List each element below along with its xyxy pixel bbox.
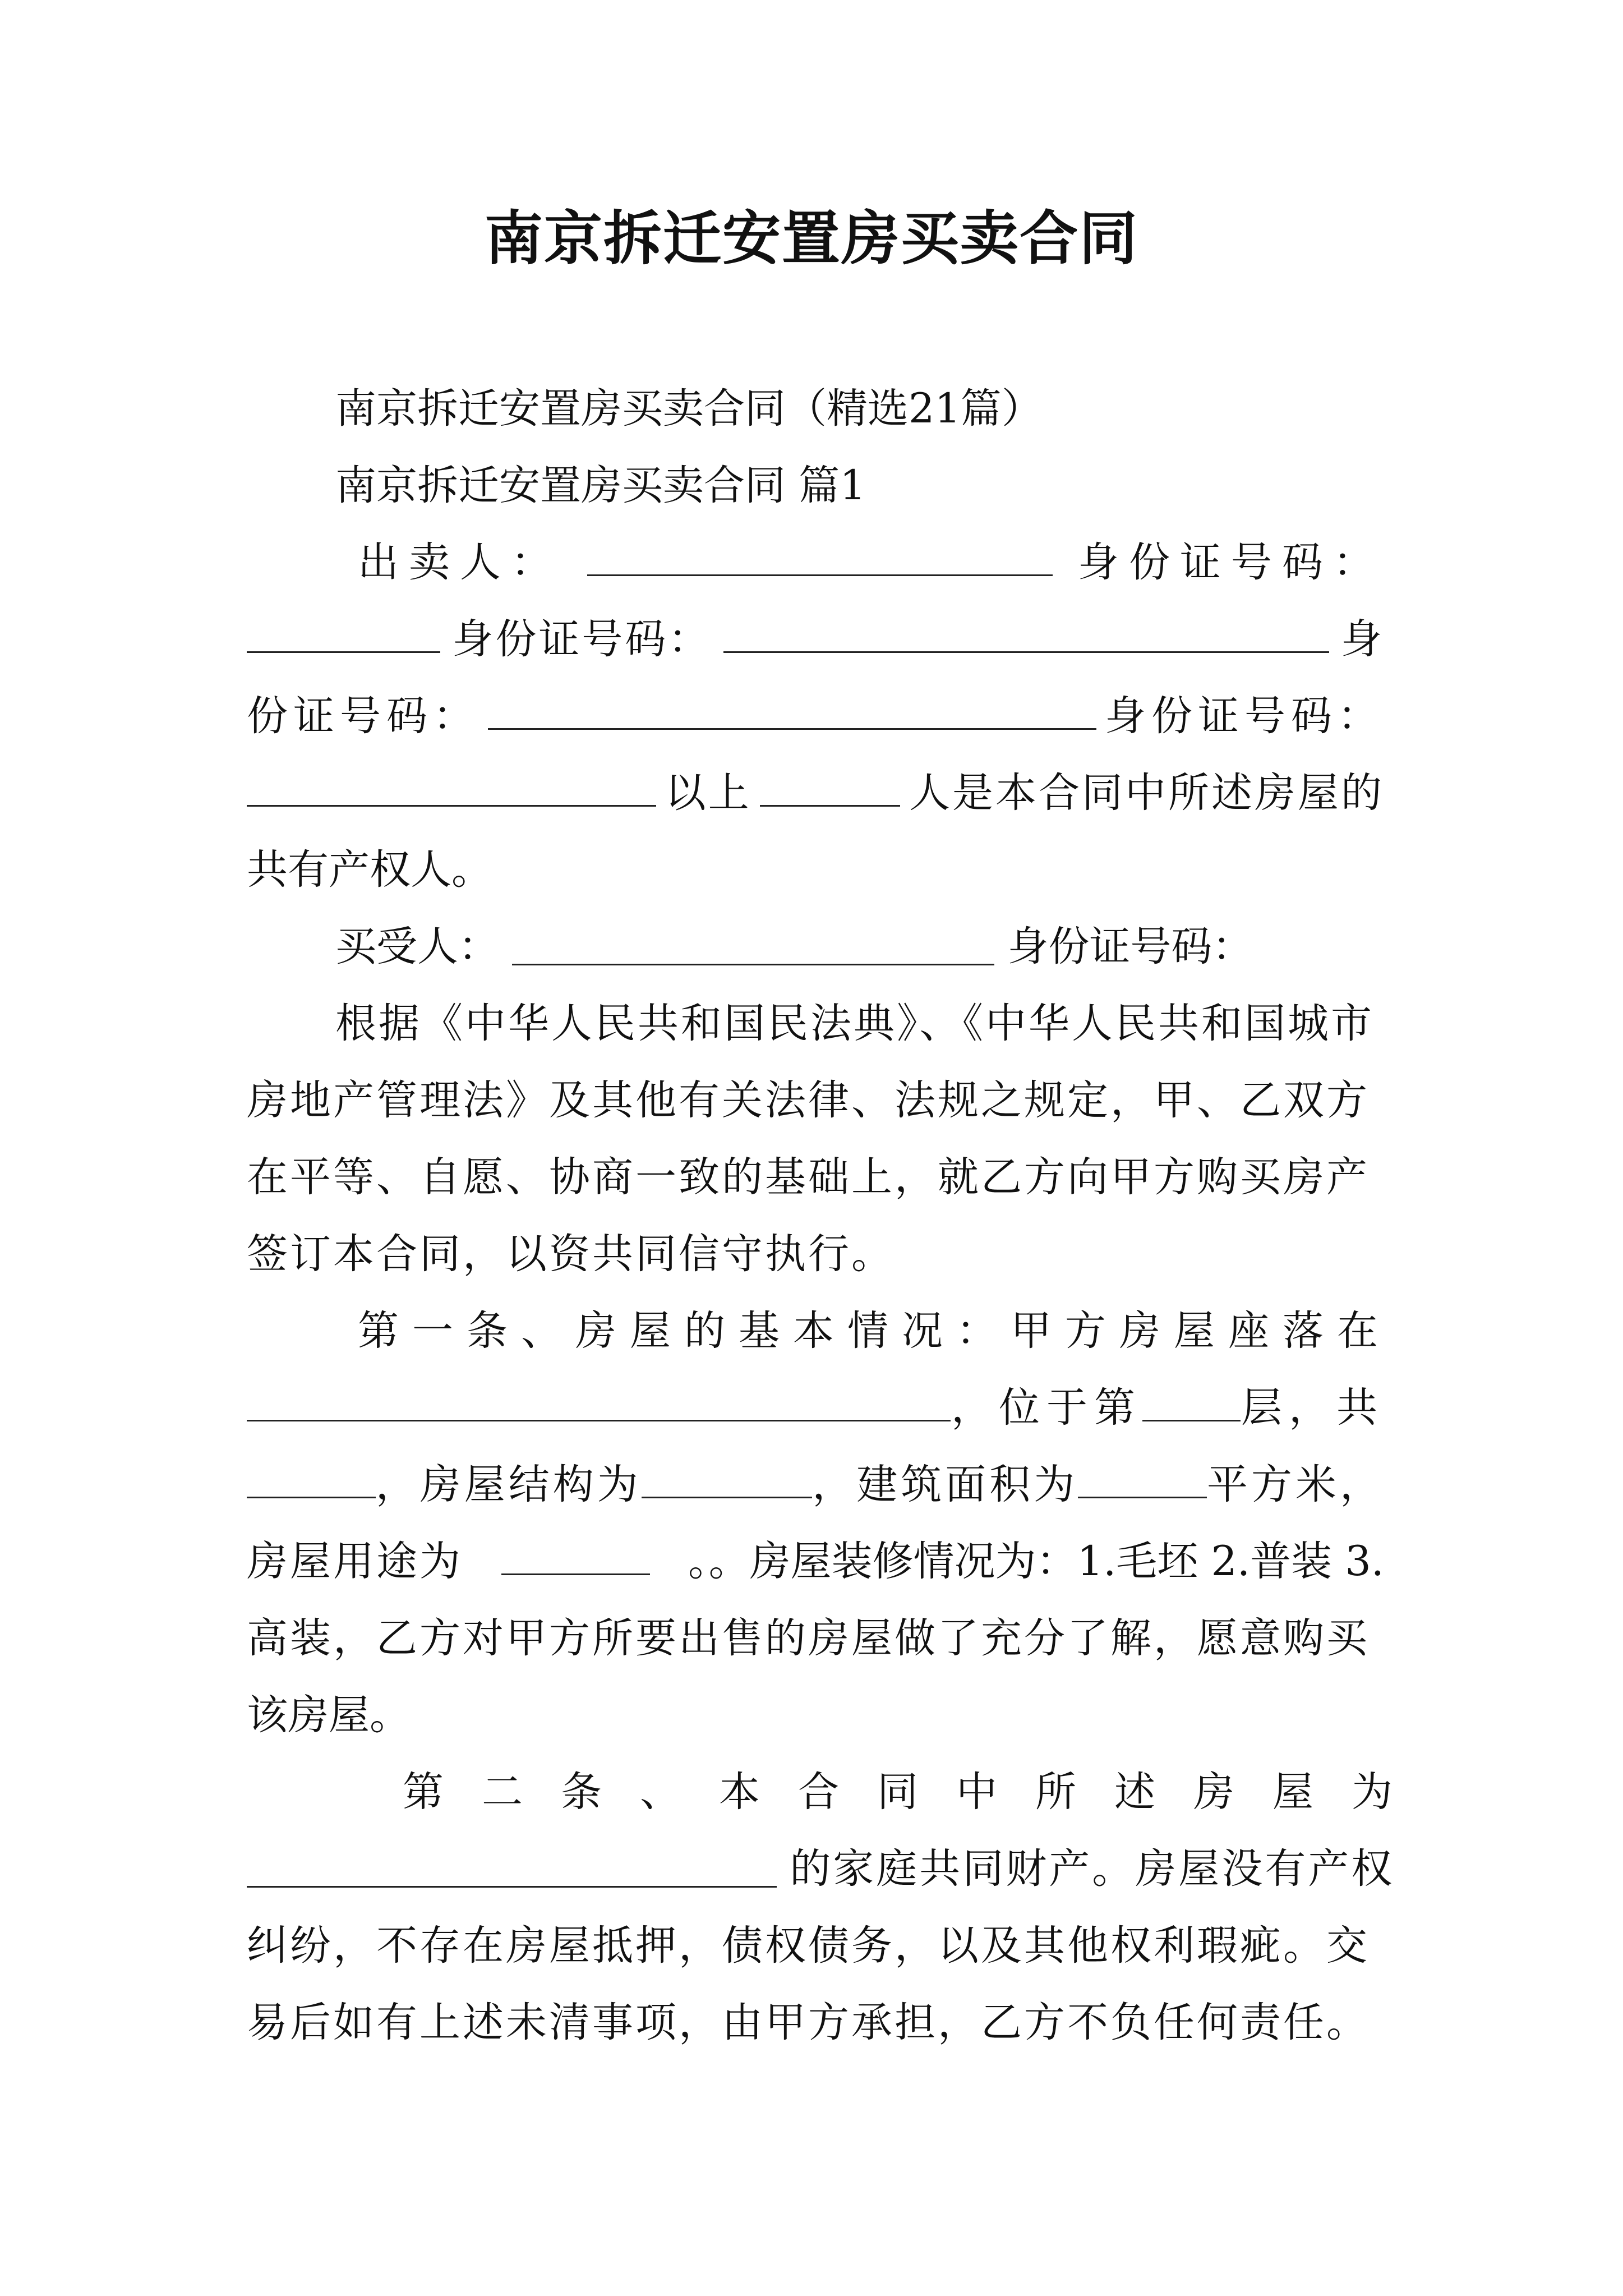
seller-label: 出卖人： (358, 539, 562, 586)
line-end-text: 身 (1340, 615, 1384, 663)
id-number-label: 身份证号码： (1078, 539, 1384, 586)
seller-line (247, 524, 1384, 601)
co-owner-text: 共有产权人。 (247, 846, 492, 894)
paragraph-line: 在平等、自愿、协商一致的基础上，就乙方向甲方购买房产 (247, 1153, 1370, 1201)
floor-blank[interactable] (1142, 1383, 1241, 1421)
article-two-heading: 第二条、本合同中所述房屋为 (403, 1768, 1431, 1816)
total-floors-blank[interactable] (247, 1460, 376, 1498)
paragraph-line: 易后如有上述未清事项，由甲方承担，乙方不负任何责任。 (247, 1999, 1370, 2046)
id-line-2 (247, 601, 1384, 678)
article-text: ，位于第 (951, 1384, 1142, 1432)
owner-count-blank[interactable] (760, 768, 900, 807)
paragraph-line: 高装，乙方对甲方所要出售的房屋做了充分了解，愿意购买 (247, 1614, 1370, 1662)
article-text: 。。房屋装修情况为：1.毛坯 2.普装 3. (688, 1538, 1384, 1585)
article-one-line (247, 1446, 1384, 1523)
seller-name-blank[interactable] (587, 537, 1053, 576)
buyer-label: 买受人： (335, 923, 499, 970)
id-number-label: 身份证号码： (452, 615, 712, 663)
article-text: ，房屋结构为 (375, 1461, 642, 1508)
id-number-label: 身份证号码： (1105, 692, 1384, 740)
co-owner-text: 人是本合同中所述房屋的 (909, 769, 1384, 817)
co-owner-text: 以上 (665, 769, 751, 817)
buyer-name-blank[interactable] (512, 927, 994, 965)
collection-title: 南京拆迁安置房买卖合同（精选21篇） (335, 385, 1043, 432)
article-one-heading: 第一条、房屋的基本情况：甲方房屋座落在 (358, 1307, 1391, 1355)
article-one-line (247, 1523, 1384, 1600)
article-text: 层，共 (1241, 1384, 1384, 1432)
usage-blank[interactable] (501, 1536, 650, 1575)
article-two-line (247, 1830, 1395, 1907)
id-number-blank[interactable] (247, 768, 656, 807)
article-text: ，建筑面积为 (812, 1461, 1078, 1508)
structure-blank[interactable] (642, 1460, 813, 1498)
article-text: 房屋用途为 (247, 1538, 463, 1585)
co-owner-line (247, 754, 1384, 831)
article-one-line (247, 1369, 1384, 1446)
paragraph-line: 纠纷，不存在房屋抵押，债权债务，以及其他权利瑕疵。交 (247, 1922, 1370, 1970)
id-number-blank[interactable] (488, 691, 1096, 730)
id-number-blank[interactable] (723, 614, 1329, 653)
chapter-heading: 南京拆迁安置房买卖合同 篇1 (335, 462, 866, 509)
id-number-blank[interactable] (247, 614, 440, 653)
property-owner-blank[interactable] (247, 1849, 777, 1888)
id-number-label: 份证号码： (247, 692, 479, 740)
paragraph-line: 签订本合同，以资共同信守执行。 (247, 1230, 895, 1278)
id-number-label: 身份证号码： (1007, 923, 1253, 970)
paragraph-line: 该房屋。 (247, 1691, 411, 1739)
document-body (247, 370, 1431, 2061)
paragraph-line: 根据《中华人民共和国民法典》、《中华人民共和国城市 (335, 1000, 1374, 1047)
document-title: 南京拆迁安置房买卖合同 (484, 204, 1138, 273)
article-text: 平方米， (1207, 1461, 1384, 1508)
article-text: 的家庭共同财产。房屋没有产权 (790, 1845, 1395, 1893)
area-blank[interactable] (1078, 1460, 1207, 1498)
location-blank[interactable] (247, 1383, 951, 1421)
id-line-3 (247, 678, 1384, 754)
buyer-line (247, 908, 1384, 985)
paragraph-line: 房地产管理法》及其他有关法律、法规之规定，甲、乙双方 (247, 1076, 1370, 1124)
